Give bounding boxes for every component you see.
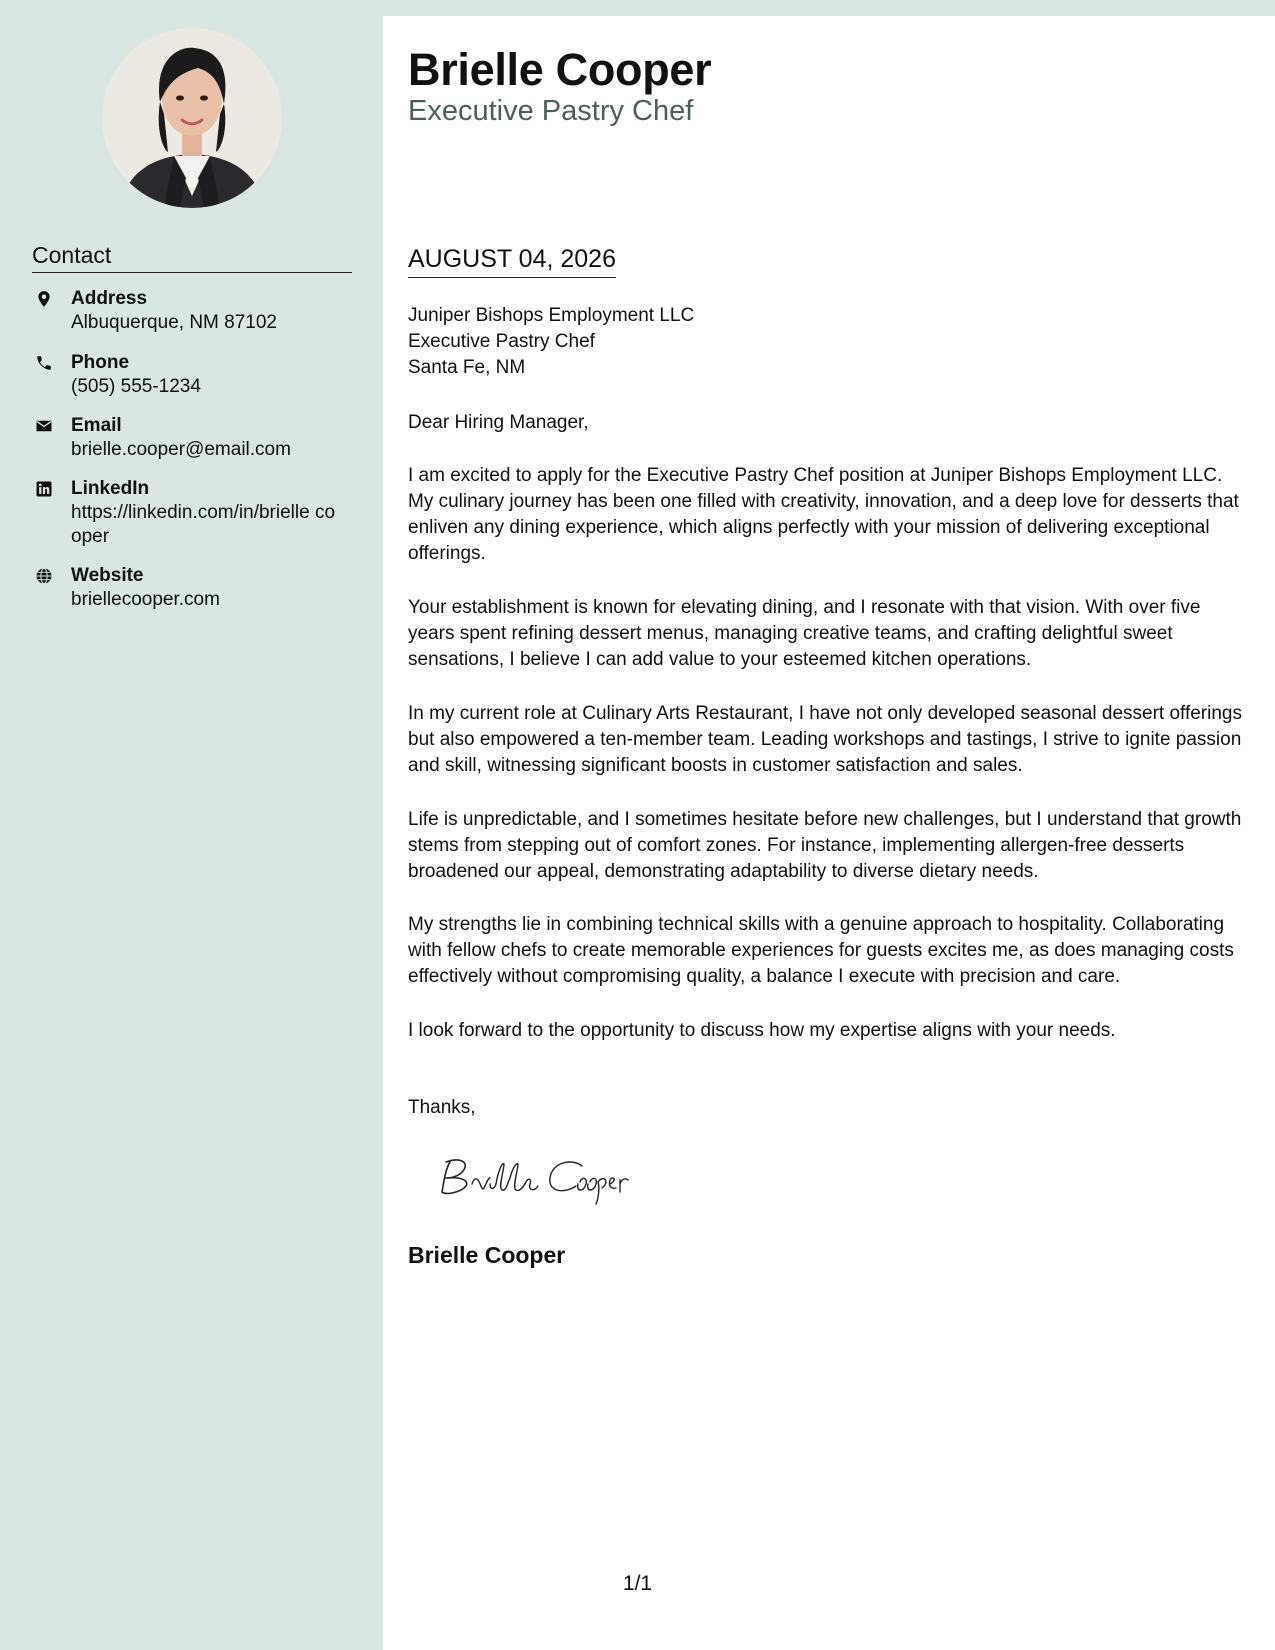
page-number: 1/1 [622,1572,653,1595]
candidate-name: Brielle Cooper [408,44,712,95]
map-pin-icon [35,290,53,308]
recipient-location: Santa Fe, NM [408,357,526,378]
closing: Thanks, [408,1097,476,1118]
linkedin-label: LinkedIn [71,478,150,499]
handwritten-signature [432,1148,672,1208]
website-value[interactable]: briellecooper.com [71,589,220,610]
salutation: Dear Hiring Manager, [408,412,589,433]
email-value[interactable]: brielle.cooper@email.com [71,439,291,460]
body-paragraph: Your establishment is known for elevating dining, and I resonate with that vision. With over five years spent refining dessert menus, managing creative teams, and crafting delightful sweet sensations, I believe I can add value to your esteemed kitchen operations. [408,597,1201,670]
phone-label: Phone [71,352,130,373]
linkedin-value[interactable]: https://linkedin.com/in/brielle cooper [71,502,336,547]
linkedin-icon [35,480,53,498]
recipient-company: Juniper Bishops Employment LLC [408,305,695,326]
body-paragraph: In my current role at Culinary Arts Restaurant, I have not only developed seasonal dessert offerings but also empowered a ten-member team. Leading workshops and tastings, I strive to ignite passion and skill, witnessing significant boosts in customer satisfaction and sales. [408,703,1242,776]
contact-heading: Contact [32,240,352,273]
candidate-title: Executive Pastry Chef [408,95,694,127]
letter-date: AUGUST 04, 2026 [408,243,616,278]
address-label: Address [71,288,148,309]
body-paragraph: I am excited to apply for the Executive Pastry Chef position at Juniper Bishops Employment LLC. My culinary journey has been one filled with creativity, innovation, and a deep love for desserts that enliven any dining experience, which aligns perfectly with your mission of delivering exceptional offerings. [408,465,1239,564]
globe-icon [35,567,53,585]
portrait-illustration [102,28,282,208]
website-label: Website [71,565,144,586]
body-paragraph: My strengths lie in combining technical skills with a genuine approach to hospitality. Collaborating with fellow chefs to create memorable experiences for guests excites me, as does managing costs effectively without compromising quality, a balance I execute with precision and care. [408,914,1234,987]
phone-value: (505) 555-1234 [71,376,201,397]
email-label: Email [71,415,122,436]
top-accent-strip [383,0,1275,16]
body-paragraph: Life is unpredictable, and I sometimes hesitate before new challenges, but I understand that growth stems from stepping out of comfort zones. For instance, implementing allergen-free desserts broadened our appeal, demonstrating adaptability to diverse dietary needs. [408,809,1242,882]
profile-photo [102,28,282,208]
phone-icon [35,354,53,372]
body-paragraph: I look forward to the opportunity to discuss how my expertise aligns with your needs. [408,1020,1116,1041]
address-value: Albuquerque, NM 87102 [71,312,277,333]
recipient-position: Executive Pastry Chef [408,331,595,352]
signature-name: Brielle Cooper [408,1242,566,1268]
envelope-icon [35,417,53,435]
